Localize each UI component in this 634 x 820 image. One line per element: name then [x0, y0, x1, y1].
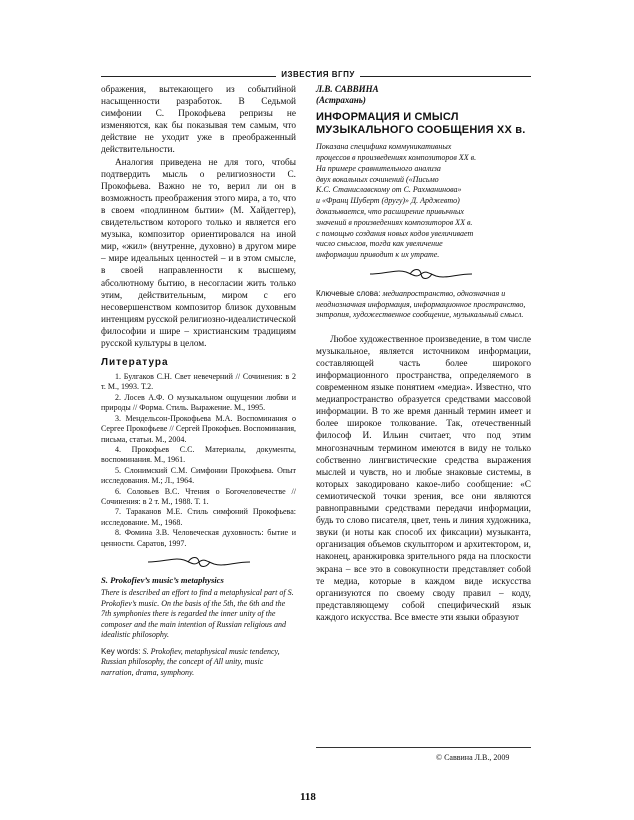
russian-abstract — [316, 142, 531, 261]
english-keywords — [101, 647, 296, 679]
reference-item: 5. Слонимский С.М. Симфонии Прокофьева. Опыт исследования. М.; Л., 1964. — [101, 465, 296, 486]
reference-item: 2. Лосев А.Ф. О музыкальном ощущении любви и природы // Форма. Стиль. Выражение. М., 1995. — [101, 392, 296, 413]
keywords-value: S. Prokofiev, metaphysical music tendency, Russian philosophy, the concept of All unity, music narration, drama, symphony. — [101, 646, 280, 677]
keywords-label: Ключевые слова: — [316, 288, 381, 298]
reference-item: 7. Тараканов М.Е. Стиль симфоний Прокофьева: исследование. М., 1968. — [101, 507, 296, 527]
copyright-notice: © Саввина Л.В., 2009 — [436, 753, 510, 762]
abstract-line: число смыслов, тогда как увеличение — [316, 239, 443, 249]
abstract-line: К.С. Станиславскому от С. Рахманинова» — [316, 185, 462, 195]
reference-item: 8. Фомина З.В. Человеческая духовность: бытие и ценности. Саратов, 1997. — [101, 528, 296, 548]
reference-item: 6. Соловьев В.С. Чтения о Богочеловечестве // Сочинения: в 2 т. М., 1988. Т. 1. — [101, 486, 296, 506]
abstract-line: доказывается, что расширение привычных — [316, 206, 464, 216]
abstract-line: и «Франц Шуберт (другу)» Д. Арджевто) — [316, 196, 460, 206]
copyright-rule — [316, 747, 531, 748]
reference-item: 1. Булгаков С.Н. Свет невечерний // Сочинения: в 2 т. М., 1993. Т.2. — [101, 372, 296, 392]
english-abstract: There is described an effort to find a metaphysical part of S. Prokofiev’s music. On the basis of the 5th, the 6th and the 7th symphonies there is regarded the inner unity of the composer and the main intention of Russian religious and idealistic philosophy. — [101, 587, 294, 640]
journal-header: ИЗВЕСТИЯ ВГПУ — [276, 70, 360, 79]
abstract-line: значений в произведениях композиторов XX в. — [316, 217, 473, 227]
author-city: (Астрахань) — [316, 95, 366, 105]
page-number: 118 — [300, 791, 316, 803]
paragraph: Аналогия приведена не для того, чтобы подтвердить мысль о религиозности С. Прокофьева. Важно не то, верил ли он в возможность преображения этого мира, а то, что в своем «подлинном бытии» (М. Хайдеггер), свидетельством которого только и является его музыка, композитор ориентировался на иной мир, «жил» (внутренне, духовно) в другом мире – мире идеальных ценностей – и в этом смысле, в своей направленности к высшему, абсолютному бытию, в несогласии жить только этим, действительным, миром с его несовершенством композитор близок духовным интенциям русской религиозно-идеалистической философии и шире – христианским традициям русской культуры в целом. — [101, 157, 296, 349]
reference-list — [101, 372, 296, 549]
reference-item: 3. Мендельсон-Прокофьева М.А. Воспоминания о Сергее Прокофьеве // Сергей Прокофьев. Воспоминания, письма, статьи. М., 2004. — [101, 413, 296, 444]
article-author: Л.В. САВВИНА — [316, 84, 379, 94]
abstract-line: информации приводит к их утрате. — [316, 250, 440, 260]
ornament-divider-icon — [144, 555, 254, 569]
right-column — [316, 84, 531, 624]
abstract-line: процессов в произведениях композиторов XX в. — [316, 152, 477, 162]
russian-keywords — [316, 289, 531, 321]
keywords-label: Key words: — [101, 646, 141, 656]
header-rule-right — [360, 76, 531, 77]
keywords-value: медиапространство, однозначная и неоднозначная информация, информационное пространство, энтропия, художественное сообщение, музыкальный смысл. — [316, 288, 526, 320]
ornament-divider-icon — [366, 267, 476, 281]
abstract-line: с помощью создания новых кодов увеличивает — [316, 228, 474, 238]
left-column — [101, 84, 296, 678]
abstract-line: Показана специфика коммуникативных — [316, 142, 452, 152]
english-title: S. Prokofiev’s music’s metaphysics — [101, 574, 224, 585]
literature-heading: Литература — [101, 357, 169, 369]
abstract-line: На примере сравнительного анализа — [316, 163, 441, 173]
abstract-line: двух вокальных сочинений («Письмо — [316, 174, 439, 184]
reference-item: 4. Прокофьев С.С. Материалы, документы, воспоминания. М., 1961. — [101, 444, 296, 465]
header-rule-left — [101, 76, 276, 77]
article-body: Любое художественное произведение, в том числе музыкальное, является источником информации, составляющей часть более широкого информационного пространства, определяемого в современном языке понятием «медиа». Известно, что медиапространство образуется средствами массовой информации. В то же время данный термин имеет и более широкое толкование. Так, отечественный философ И. Ильин считает, что под этим многозначным термином имеются в виду не только собственно лингвистические средства выражения мыслей и чувств, но и любые знаковые системы, в которых закодировано какое-либо сообщение: «С семиотической точки зрения, все они являются равноправными средствами передачи информации, будь то слово писателя, цвет, тень и линия художника, звуки (и ноты как способ их фиксации) музыканта, организация объемов скульптором и архитектором, и, наконец, аранжировка зрительного ряда на плоскости экрана – все это в совокупности представляет собой те медиа, которые в каждом виде искусства организуются по своему своду правил – коду, представляющему собой специфический язык каждого искусства. Все вместе эти языки образуют — [316, 334, 531, 623]
continuation-paragraph: ображения, вытекающего из событийной насыщенности разработок. В Седьмой симфонии С. Прокофьева репризы не изменяются, как бы показывая тем самым, что действие не уходит уже в преображенный действительности. — [101, 85, 296, 156]
article-title: ИНФОРМАЦИЯ И СМЫСЛ МУЗЫКАЛЬНОГО СООБЩЕНИЯ XX в. — [316, 111, 526, 136]
